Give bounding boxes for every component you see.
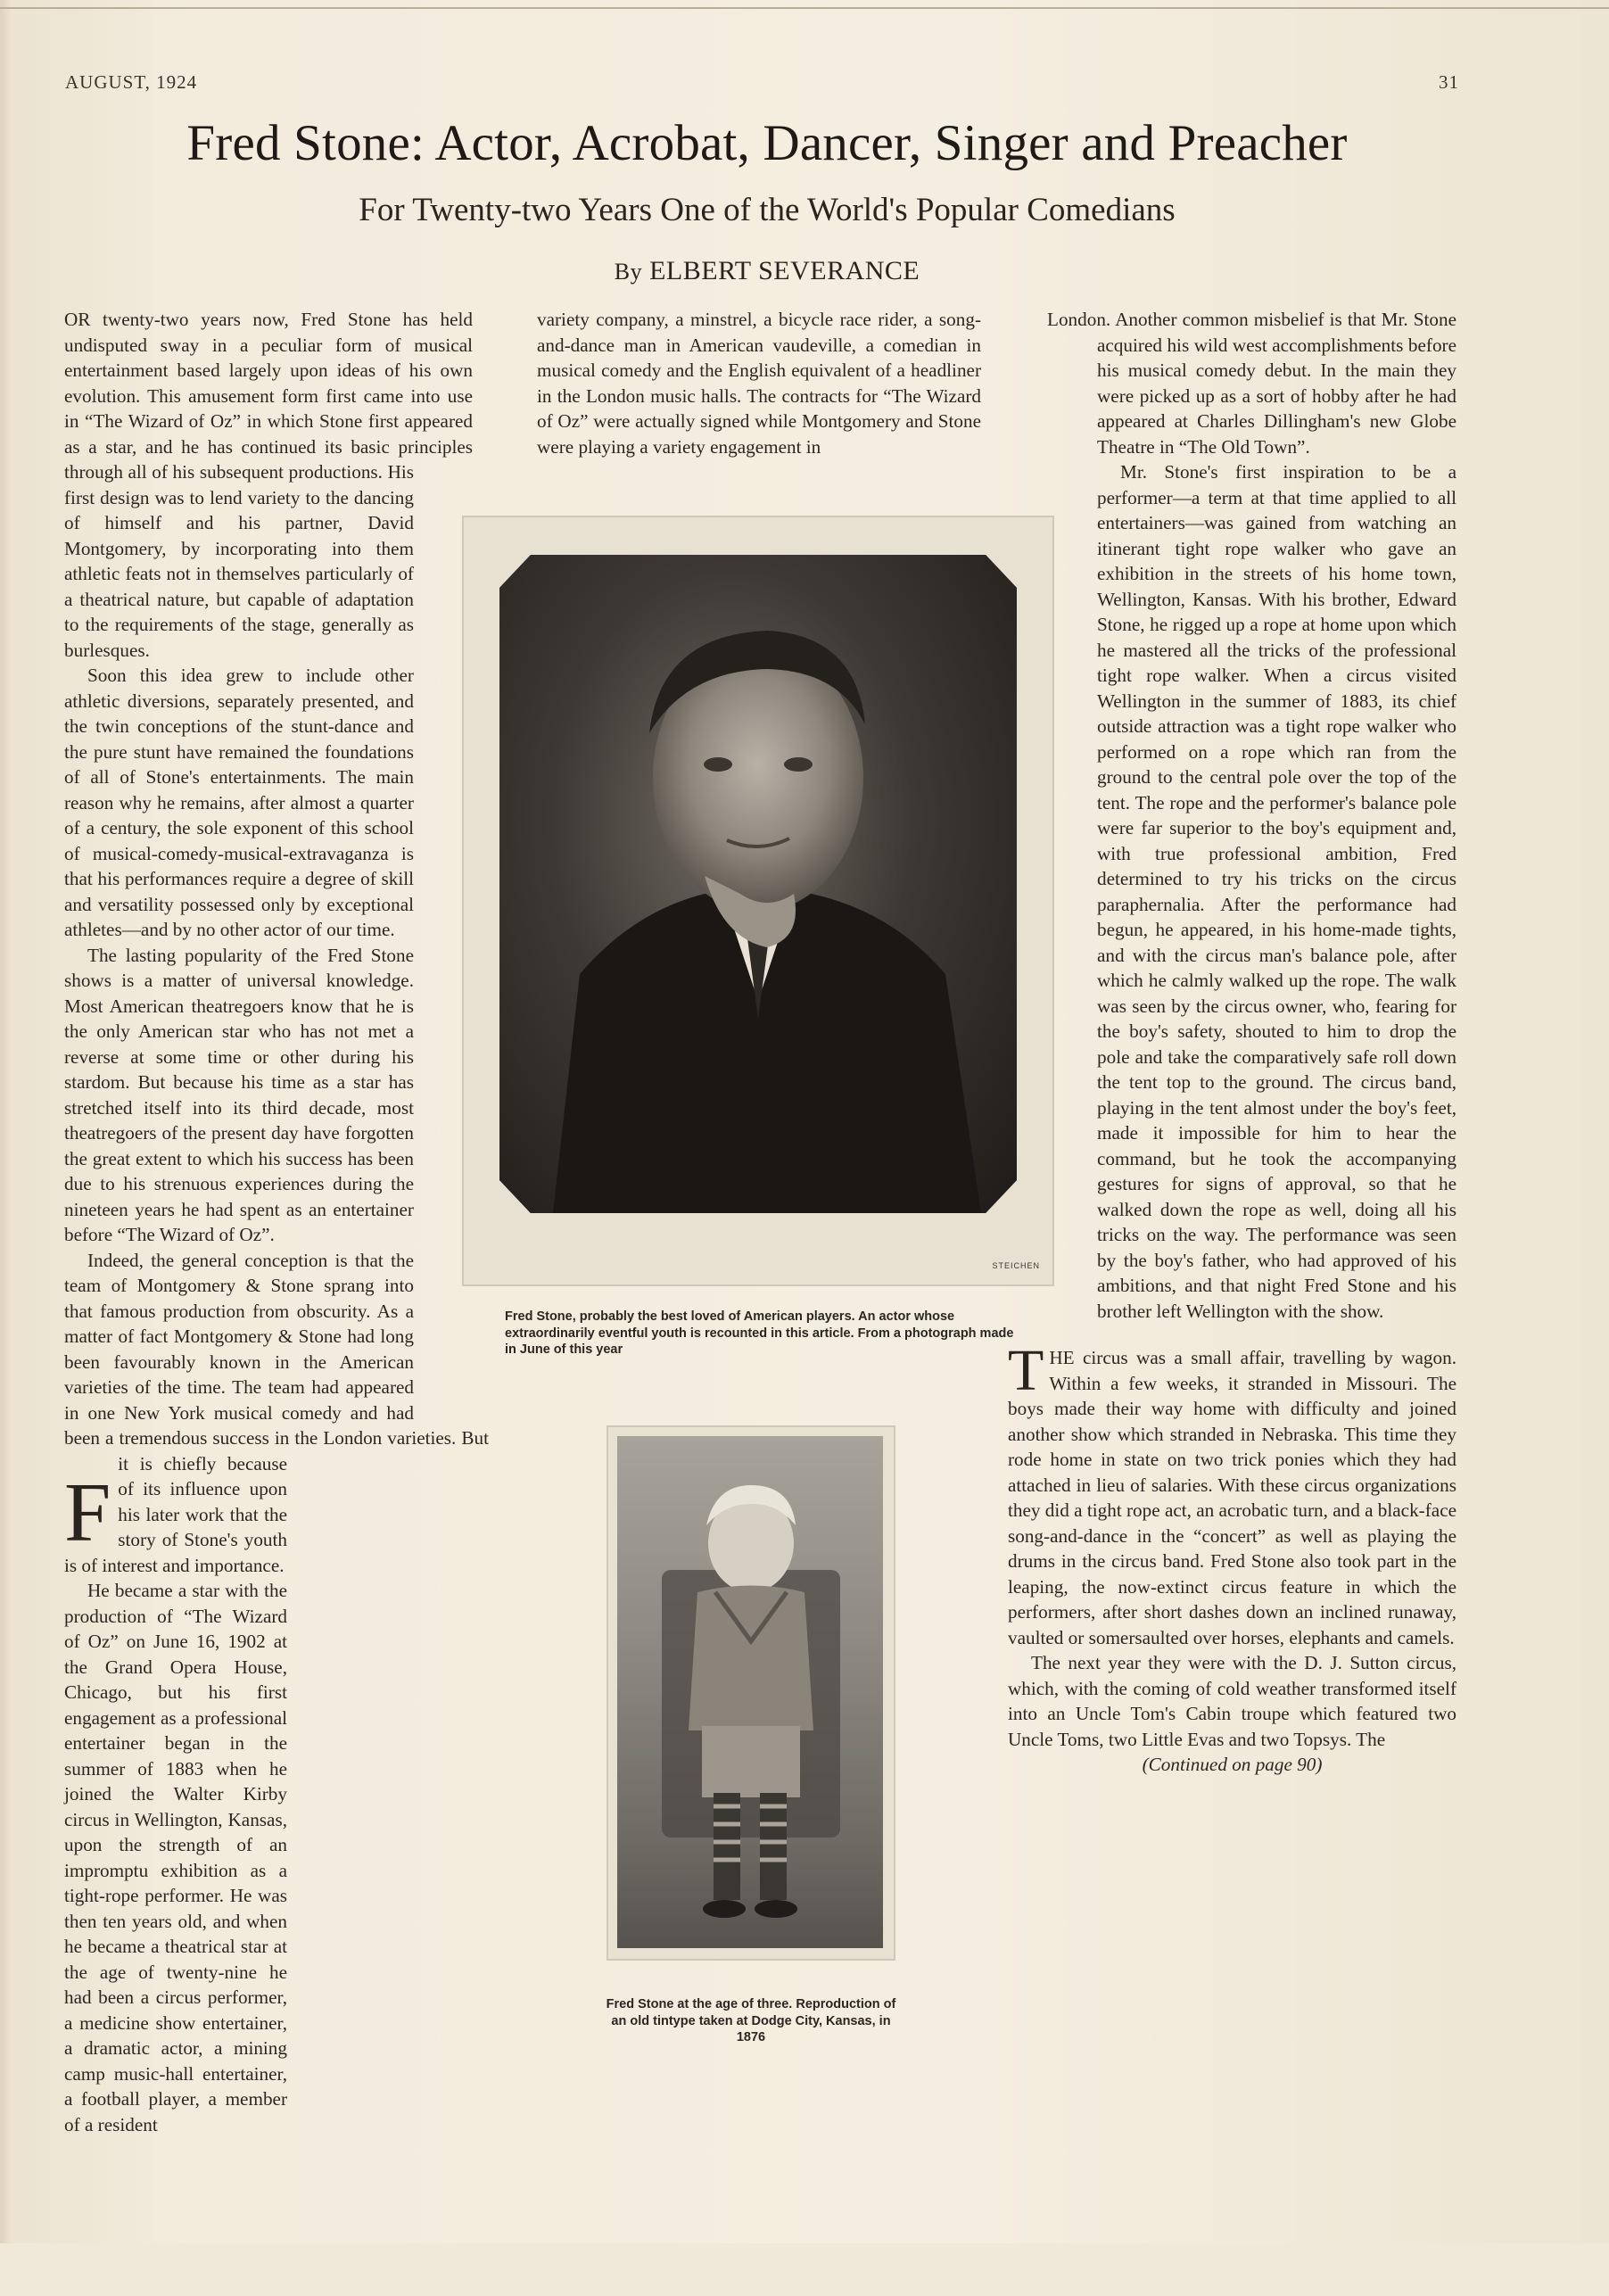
paragraph: Mr. Stone's first inspiration to be a performer—a term at that time applied to all entertainers—was gained from watching an itinerant tight rope walker who gave an exhibition in the streets of his home town, Wellington, Kansas. With his brother, Edward Stone, he rigged up a rope at home upon which he mastered all the tricks of the professional tight rope walker. When a circus visited Wellington in the summer of 1883, its chief outside attraction was a tight rope walker who performed on a rope which ran from the ground to the central pole over the top of the tent. The rope and the performer's balance pole were far superior to the boy's equipment and, with true professional ambition, Fred determined to try his tricks on the circus paraphernalia. After the performance had begun, he appeared, in his home-made tights, and with the circus man's balance pole, after which he calmly walked up the rope. The walk was seen by the circus owner, who, fearing for the boy's safety, shouted to him to drop the pole and take the comparatively safe roll down the tent top to the ground. The circus band, playing in the tent almost under the boy's feet, made it impossible for him to hear the command, but he took the accompanying gestures for signs of approval, so that he walked down the rope as well, doing all his tricks on the way. The performance was seen by the boy's father, who had approved of his ambitions, and that night Fred Stone and his brother left Wellington with the show.: [1097, 461, 1456, 1322]
byline: [89, 256, 1445, 286]
scan-edge: [0, 0, 11, 2243]
main-photo-caption: Fred Stone, probably the best loved of American players. An actor whose extraordinarily eventful youth is recounted in this article. From a photograph made in June of this year: [505, 1309, 1014, 1357]
article-subtitle: For Twenty-two Years One of the World's Popular Comedians: [359, 192, 1176, 228]
paragraph: [1008, 1338, 1456, 1650]
drop-cap: T: [1008, 1338, 1044, 1403]
portrait-photo: [499, 555, 1017, 1213]
paragraph-text: OR twenty-two years now, Fred Stone has held undisputed sway in a peculiar form of musical entertainment based largely upon ideas of his own evolution. This amusement form first came into use in “The Wizard of Oz” in which Stone first appeared as a star, and he has continued its basic principles through all of his subsequent productions. His first design was to lend variety to the dancing of himself and his partner, David Montgomery, by incorporating into them athletic feats not in themselves particularly of a theatrical nature, but capable of adaptation to the requirements of the stage, generally as burlesques.: [64, 309, 473, 661]
paragraph-text: HE circus was a small affair, travelling by wagon. Within a few weeks, it stranded in Missouri. The boys made their way home with difficulty and joined another show which stranded in Nebraska. This time they rode home in state on two trick ponies which they had attached in lieu of salaries. With these circus organizations they did a tight rope act, an acrobatic turn, and a black-face song-and-dance in the “concert” as well as playing the drums in the circus band. Fred Stone also took part in the leaping, the now-extinct circus feature in which the performers, after short dashes down an inclined runaway, vaulted or somersaulted over horses, elephants and camels.: [1008, 1347, 1456, 1648]
running-head-date: AUGUST, 1924: [65, 71, 198, 93]
child-photo-caption: Fred Stone at the age of three. Reproduction of an old tintype taken at Dodge City, Kansas, in 1876: [606, 1997, 896, 2044]
page-number: 31: [1439, 71, 1459, 93]
drop-cap: F: [64, 1466, 111, 1559]
paragraph: He became a star with the production of “The Wizard of Oz” on June 16, 1902 at the Grand Opera House, Chicago, but his first engagement as a professional entertainer began in the summer of 1883 when he joined the Walter Kirby circus in Wellington, Kansas, upon the strength of an impromptu exhibition as a tight-rope performer. He was then ten years old, and when he became a theatrical star at the age of twenty-nine he had been a circus performer, a medicine show entertainer, a dramatic actor, a mining camp music-hall entertainer, a football player, a member of a resident: [64, 1580, 287, 2135]
byline-prefix: By: [614, 259, 643, 285]
paragraph: The next year they were with the D. J. Sutton circus, which, with the coming of cold weather transformed itself into an Uncle Tom's Cabin troupe which featured two Uncle Toms, two Little Evas and two Topsys. The: [1008, 1652, 1456, 1750]
paragraph: London. Another common misbelief is that Mr. Stone acquired his wild west accomplishments before his musical comedy debut. In the main they were picked up as a sort of hobby after he had appeared at Charles Dillingham's new Globe Theatre in “The Old Town”.: [1047, 309, 1456, 458]
text-column-middle: [537, 307, 981, 459]
text-column-left: [64, 307, 501, 2296]
paragraph: The lasting popularity of the Fred Stone shows is a matter of universal knowledge. Most American theatregoers know that he is the only American star who has not met a reverse at some time or other during his stardom. But because his time as a star has stretched itself into its third decade, most theatregoers of the present day have forgotten the great extent to which his success has been due to his strenuous experiences during the nineteen years he had spent as an entertainer before “The Wizard of Oz”.: [64, 944, 414, 1245]
article-title: Fred Stone: Actor, Acrobat, Dancer, Singer and Preacher: [186, 115, 1348, 171]
top-rule: [0, 7, 1609, 9]
paragraph: Soon this idea grew to include other athletic diversions, separately presented, and the twin conceptions of the stunt-dance and the pure stunt have remained the foundations of all of Stone's entertainments. The main reason why he remains, after almost a quarter of a century, the sole exponent of this school of musical-comedy-musical-extravaganza is that his performances require a degree of skill and versatility possessed only by exceptional athletes—and by no other actor of our time.: [64, 665, 414, 940]
author-name: ELBERT SEVERANCE: [649, 256, 920, 285]
paragraph: Indeed, the general conception is that the team of Montgomery & Stone sprang into that famous production from obscurity. As a matter of fact Montgomery & Stone had long been favourably known in the American varieties of the time. The team had appeared in one New York musical comedy and had been a tremendous success in the London varieties. But it is chiefly because of its influence upon his later work that the story of Stone's youth is of interest and importance.: [64, 1249, 489, 1576]
continued-notice: (Continued on page 90): [1142, 1754, 1323, 1775]
photo-credit: STEICHEN: [992, 1261, 1040, 1270]
child-photo-frame: [606, 1425, 895, 1961]
child-tintype-photo: [617, 1436, 883, 1948]
paragraph: variety company, a minstrel, a bicycle race rider, a song-and-dance man in American vaudeville, a comedian in musical comedy and the English equivalent of a headliner in the London music halls. The contracts for “The Wizard of Oz” were actually signed while Montgomery and Stone were playing a variety engagement in: [537, 309, 981, 458]
portrait-illustration: [499, 555, 1017, 1213]
child-illustration: [617, 1436, 883, 1948]
main-photo-frame: [462, 516, 1054, 1286]
text-column-right: [1008, 307, 1456, 1778]
